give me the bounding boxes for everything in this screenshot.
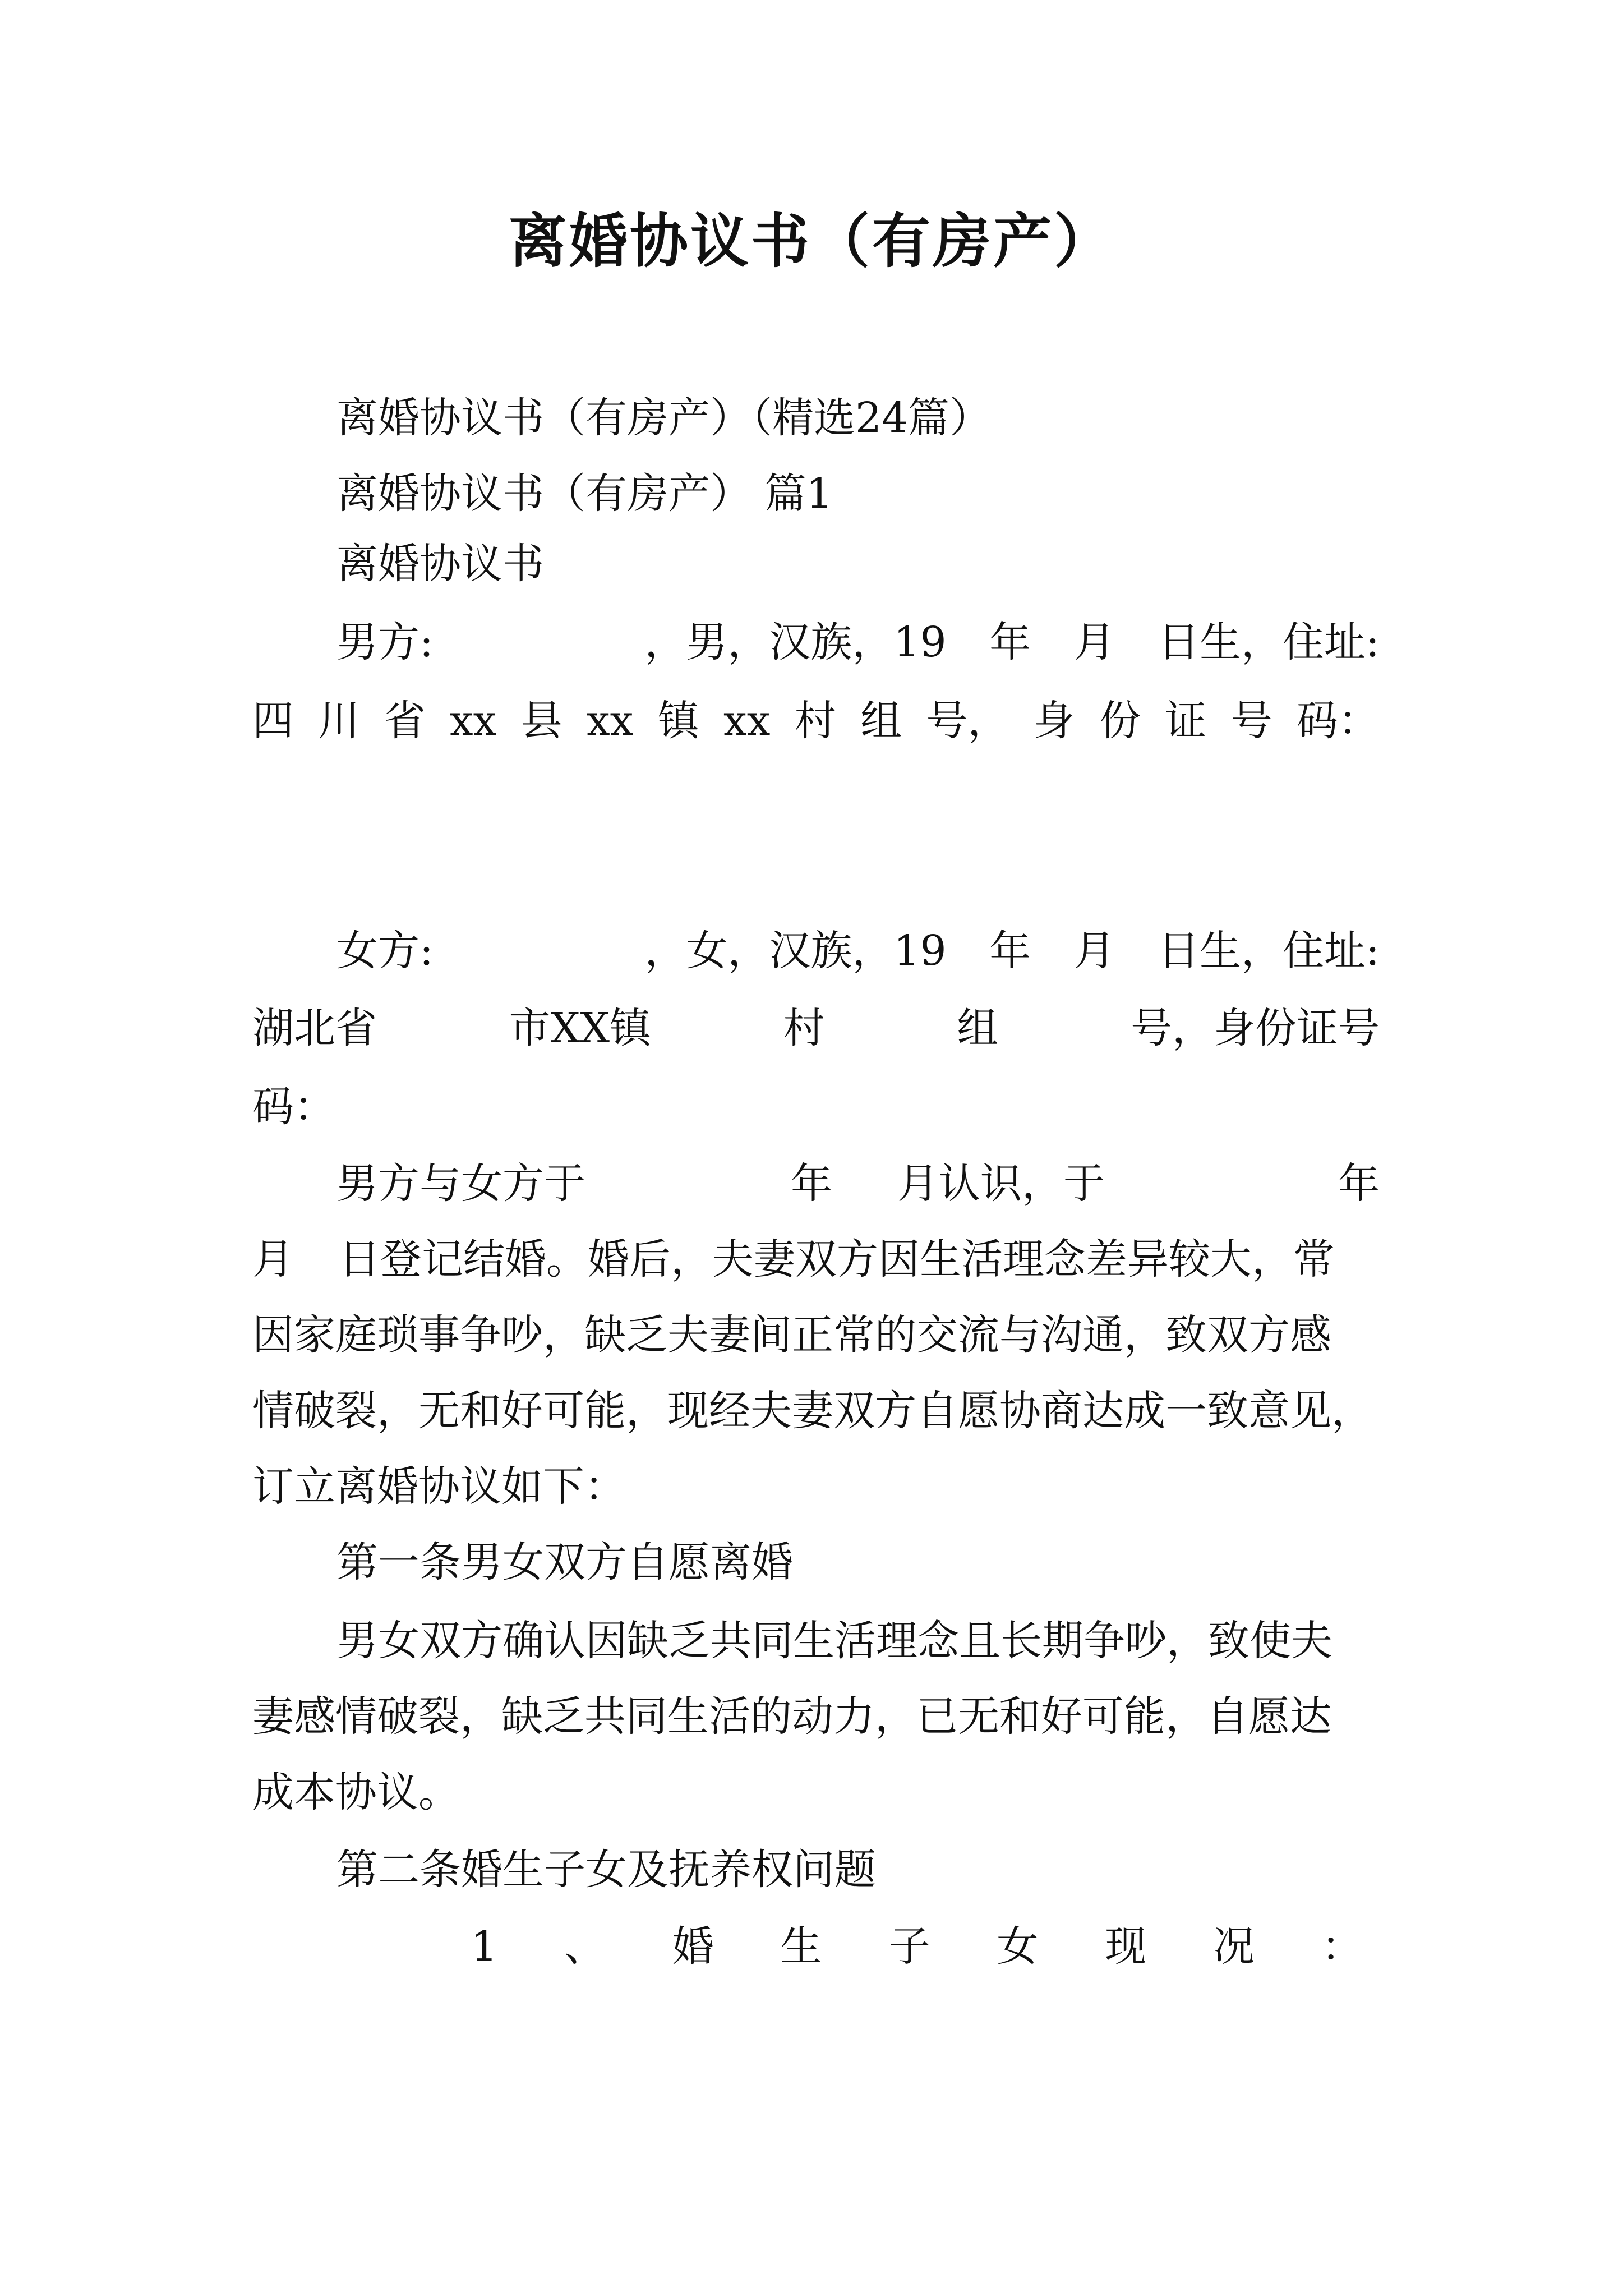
- male-address-char: xx: [586, 697, 634, 745]
- clause-2-item-char: 、: [564, 1922, 606, 1971]
- p1-year2: 年: [1338, 1159, 1380, 1208]
- male-address-char: 县: [520, 697, 562, 745]
- female-info-year: 年: [989, 927, 1031, 975]
- male-address-char: 省: [384, 697, 426, 745]
- male-party-line: [336, 611, 1380, 673]
- document-subtitle: 离婚协议书（有房产）（精选24篇）: [336, 394, 992, 442]
- clause-2-item-char: 女: [997, 1922, 1039, 1971]
- p1-month-met: 月认识，于: [897, 1159, 1105, 1208]
- male-info-year: 年: [989, 618, 1031, 666]
- male-address-char: 证: [1165, 697, 1207, 745]
- male-info-address-label: 日生，住址:: [1158, 618, 1380, 666]
- male-address-line: [252, 690, 1380, 752]
- paragraph-1-line-5: 订立离婚协议如下：: [252, 1462, 626, 1511]
- male-address-char: 号: [1230, 697, 1272, 745]
- clause-2-title: 第二条婚生子女及抚养权问题: [336, 1846, 876, 1894]
- p1-start: 男方与女方于: [336, 1159, 585, 1208]
- clause-1-title: 第一条男女双方自愿离婚: [336, 1538, 793, 1586]
- female-info-month: 月: [1073, 927, 1115, 975]
- clause-2-item-1: [471, 1916, 1363, 1977]
- p1-year: 年: [791, 1159, 832, 1208]
- female-party-line: [336, 920, 1380, 982]
- female-info-1: ，女，汉族，19: [644, 927, 947, 975]
- male-address-char: xx: [723, 697, 771, 745]
- male-address-char: 份: [1099, 697, 1141, 745]
- clause-2-item-char: 况: [1213, 1922, 1255, 1971]
- female-id-tail: 码：: [252, 1083, 335, 1131]
- female-address-part: 号，身份证号: [1131, 1004, 1380, 1052]
- male-info-month: 月: [1073, 618, 1115, 666]
- clause-2-item-char: 1: [471, 1922, 498, 1971]
- clause-1-line-1: 男女双方确认因缺乏共同生活理念且长期争吵，致使夫: [336, 1617, 1332, 1665]
- doc-heading: 离婚协议书: [336, 540, 544, 588]
- clause-1-line-2: 妻感情破裂，缺乏共同生活的动力，已无和好可能，自愿达: [252, 1692, 1331, 1741]
- clause-2-item-char: ：: [1321, 1922, 1363, 1971]
- male-address-char: 组: [860, 697, 902, 745]
- male-info-1: ，男，汉族，19: [644, 618, 947, 666]
- male-address-char: 四: [252, 697, 294, 745]
- female-label: 女方:: [336, 927, 434, 975]
- female-address-part: 市XX镇: [509, 1004, 652, 1052]
- male-address-char: 川: [318, 697, 360, 745]
- male-address-char: 镇: [657, 697, 699, 745]
- paragraph-1-line-3: 因家庭琐事争吵，缺乏夫妻间正常的交流与沟通，致双方感: [252, 1311, 1331, 1359]
- female-address-part: 村: [783, 1004, 825, 1052]
- article-heading: 离婚协议书（有房产） 篇1: [336, 470, 833, 518]
- male-address-char: 村: [794, 697, 836, 745]
- female-address-line: [252, 997, 1380, 1059]
- male-address-char: 号，: [926, 697, 1009, 745]
- female-info-address-label: 日生，住址:: [1158, 927, 1380, 975]
- clause-2-item-char: 现: [1105, 1922, 1147, 1971]
- clause-2-item-char: 生: [780, 1922, 822, 1971]
- paragraph-1-line-1: [336, 1153, 1380, 1214]
- p1-line2-rest: 日登记结婚。婚后，夫妻双方因生活理念差异较大，常: [339, 1235, 1335, 1283]
- p1-line2-month: 月: [252, 1235, 294, 1283]
- male-label: 男方:: [336, 618, 434, 666]
- male-address-char: xx: [449, 697, 497, 745]
- male-address-char: 身: [1033, 697, 1075, 745]
- document-title: 离婚协议书（有房产）: [508, 206, 1114, 275]
- female-address-part: 组: [957, 1004, 999, 1052]
- clause-2-item-char: 子: [888, 1922, 930, 1971]
- female-address-part: 湖北省: [252, 1004, 377, 1052]
- paragraph-1-line-2: [252, 1228, 1380, 1290]
- paragraph-1-line-4: 情破裂，无和好可能，现经夫妻双方自愿协商达成一致意见，: [252, 1387, 1373, 1435]
- male-address-char: 码：: [1296, 697, 1380, 745]
- clause-1-line-3: 成本协议。: [252, 1768, 460, 1816]
- clause-2-item-char: 婚: [672, 1922, 714, 1971]
